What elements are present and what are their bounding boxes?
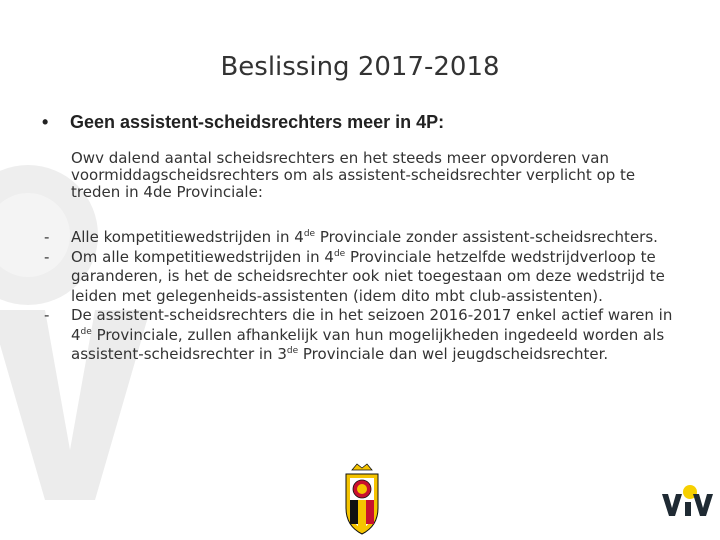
intro-text: Owv dalend aantal scheidsrechters en het steeds meer opvorderen van voormiddagscheidsrechters om als assistent-scheidsrechter verplicht op te treden in 4de Provinciale: xyxy=(71,149,636,201)
decision-list xyxy=(44,228,684,365)
main-bullet xyxy=(42,112,444,133)
bullet-marker: • xyxy=(42,112,49,132)
rbfa-crest-icon xyxy=(340,460,384,538)
item-text: Provinciale hetzelfde wedstrijdverloop te garanderen, is het de scheidsrechter ook niet toegestaan om deze wedstrijd te leiden met gelegenheids-assistenten (idem dito mbt club-assistenten). xyxy=(71,247,665,305)
dash-marker: - xyxy=(44,247,50,266)
item-text: Provinciale dan wel jeugdscheidsrechter. xyxy=(298,345,609,363)
vfv-logo-icon xyxy=(660,480,715,520)
ordinal-suffix: de xyxy=(286,346,299,356)
slide-title: Beslissing 2017-2018 xyxy=(220,52,500,82)
ordinal-suffix: de xyxy=(333,248,346,259)
ordinal-suffix: de xyxy=(303,229,316,239)
dash-marker: - xyxy=(44,306,50,324)
list-item xyxy=(44,228,684,248)
item-text: Provinciale, zullen afhankelijk van hun mogelijkheden ingedeeld worden als assistent-scheidsrechter in 3 xyxy=(71,325,665,363)
item-text: Om alle kompetitiewedstrijden in 4 xyxy=(71,247,334,266)
item-text: Alle kompetitiewedstrijden in 4 xyxy=(71,228,304,246)
list-item xyxy=(44,248,684,307)
ordinal-suffix: de xyxy=(80,326,92,337)
item-text: De assistent-scheidsrechters die in het seizoen 2016-2017 enkel actief waren in 4 xyxy=(71,306,673,344)
list-item xyxy=(44,306,684,365)
item-text: Provinciale zonder assistent-scheidsrechters. xyxy=(315,228,658,246)
dash-marker: - xyxy=(44,228,50,246)
main-bullet-text: Geen assistent-scheidsrechters meer in 4P: xyxy=(70,112,445,132)
